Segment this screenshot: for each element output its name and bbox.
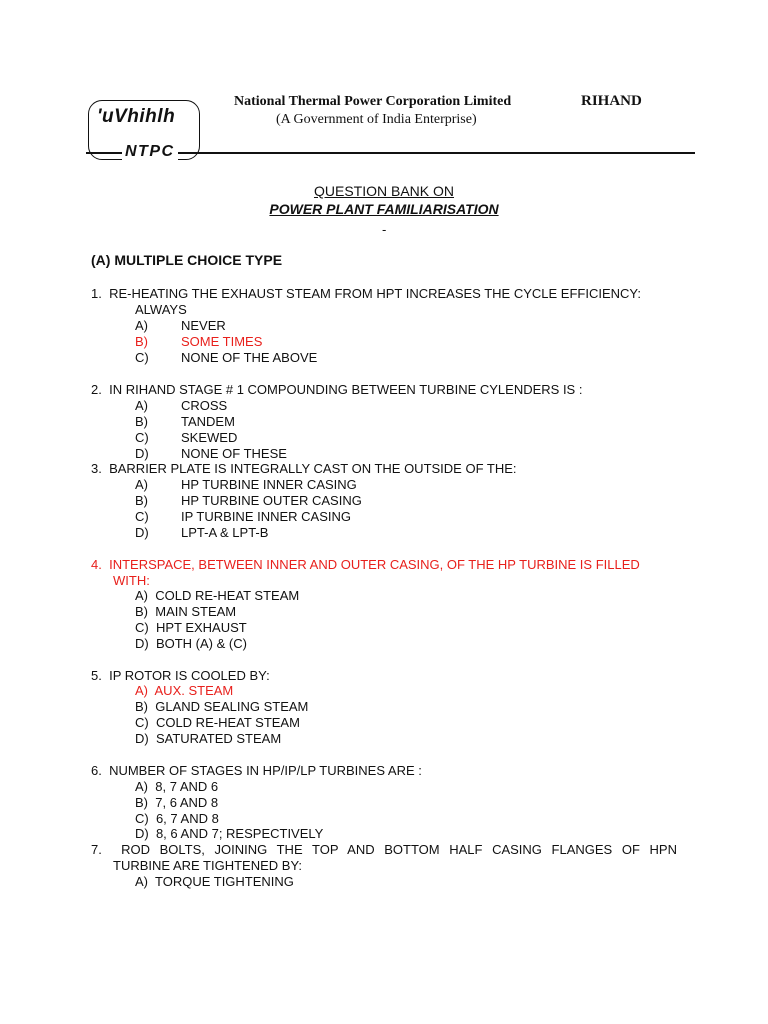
question-number: 3. [91,461,102,476]
option-label: C) [135,811,149,826]
question-continuation: ALWAYS [135,302,187,317]
option-item [135,779,218,795]
option-item [135,620,247,636]
question-text: INTERSPACE, BETWEEN INNER AND OUTER CASING, OF THE HP TURBINE IS FILLED [109,557,640,572]
option-label: C) [135,715,149,730]
option-item [135,588,299,604]
option-text: TORQUE TIGHTENING [155,874,294,889]
question-7 [91,842,677,858]
option-label: C) [135,620,149,635]
option-text-answer: SOME TIMES [181,334,263,349]
option-item [135,699,308,715]
option-label: A) [135,683,148,698]
question-continuation: WITH: [113,573,150,588]
question-4 [91,557,640,573]
question-text: IN RIHAND STAGE # 1 COMPOUNDING BETWEEN TURBINE CYLENDERS IS : [109,382,583,397]
option-label: A) [135,779,148,794]
question-3 [91,461,517,477]
option-label: B) [135,699,148,714]
option-text: TANDEM [181,414,235,429]
option-item [135,636,247,652]
option-label: B) [135,604,148,619]
option-text: BOTH (A) & (C) [155,636,247,651]
option-label: D) [135,731,149,746]
question-1 [91,286,641,302]
corporation-name: National Thermal Power Corporation Limited [234,94,512,109]
option-label: B) [135,493,148,508]
corporation-subtitle: (A Government of India Enterprise) [276,112,477,127]
option-label: B) [135,414,148,429]
option-text: CROSS [181,398,228,413]
option-text: HPT EXHAUST [155,620,247,635]
location-name: RIHAND [581,93,642,109]
option-item [135,874,294,890]
option-item-answer [135,683,233,699]
option-text: AUX. STEAM [154,683,234,698]
option-text: 8, 7 AND 6 [155,779,219,794]
option-label: A) [135,477,148,492]
option-text: NONE OF THESE [181,446,287,461]
question-continuation: TURBINE ARE TIGHTENED BY: [113,858,303,873]
option-item [135,811,219,827]
option-text: 7, 6 AND 8 [155,795,219,810]
option-text: MAIN STEAM [155,604,237,619]
section-heading: (A) MULTIPLE CHOICE TYPE [91,252,283,268]
option-label: D) [135,826,149,841]
option-label: C) [135,509,149,524]
question-number: 7. [91,842,102,857]
option-text: SKEWED [181,430,238,445]
question-6 [91,763,422,779]
option-text: HP TURBINE INNER CASING [181,477,357,492]
option-text: NEVER [181,318,226,333]
option-text: COLD RE-HEAT STEAM [155,715,300,730]
question-5 [91,668,270,684]
question-number: 5. [91,668,102,683]
option-label: B) [135,795,148,810]
option-item [135,795,218,811]
option-item [135,604,236,620]
document-subtitle: POWER PLANT FAMILIARISATION [269,201,499,217]
question-text: ROD BOLTS, JOINING THE TOP AND BOTTOM HALF CASING FLANGES OF HPN [121,842,677,857]
option-text: IP TURBINE INNER CASING [181,509,351,524]
question-text: BARRIER PLATE IS INTEGRALLY CAST ON THE OUTSIDE OF THE: [109,461,517,476]
document-title: QUESTION BANK ON [313,183,455,199]
option-text: 8, 6 AND 7; RESPECTIVELY [155,826,324,841]
option-label: D) [135,636,149,651]
option-label: A) [135,874,148,889]
option-label: D) [135,446,149,461]
question-number: 6. [91,763,102,778]
question-number: 1. [91,286,102,301]
option-text: COLD RE-HEAT STEAM [155,588,300,603]
option-text: SATURATED STEAM [155,731,282,746]
option-label: A) [135,588,148,603]
question-number: 2. [91,382,102,397]
option-label: A) [135,318,148,333]
question-number: 4. [91,557,102,572]
option-label: C) [135,430,149,445]
question-text: RE-HEATING THE EXHAUST STEAM FROM HPT INCREASES THE CYCLE EFFICIENCY: [109,286,641,301]
question-text: IP ROTOR IS COOLED BY: [109,668,270,683]
option-text: NONE OF THE ABOVE [181,350,318,365]
option-label: D) [135,525,149,540]
question-text: NUMBER OF STAGES IN HP/IP/LP TURBINES ARE : [109,763,422,778]
option-text: GLAND SEALING STEAM [155,699,309,714]
option-item [135,715,300,731]
option-label: B) [135,334,148,349]
logo-hindi-text: 'uVhihlh [97,106,176,127]
title-dash: - [382,222,387,237]
question-2 [91,382,582,398]
option-text: 6, 7 AND 8 [155,811,219,826]
option-text: HP TURBINE OUTER CASING [181,493,362,508]
option-item [135,826,323,842]
option-label: C) [135,350,149,365]
option-label: A) [135,398,148,413]
option-item [135,731,281,747]
logo-ntpc-text: NTPC [122,143,178,161]
option-text: LPT-A & LPT-B [181,525,269,540]
